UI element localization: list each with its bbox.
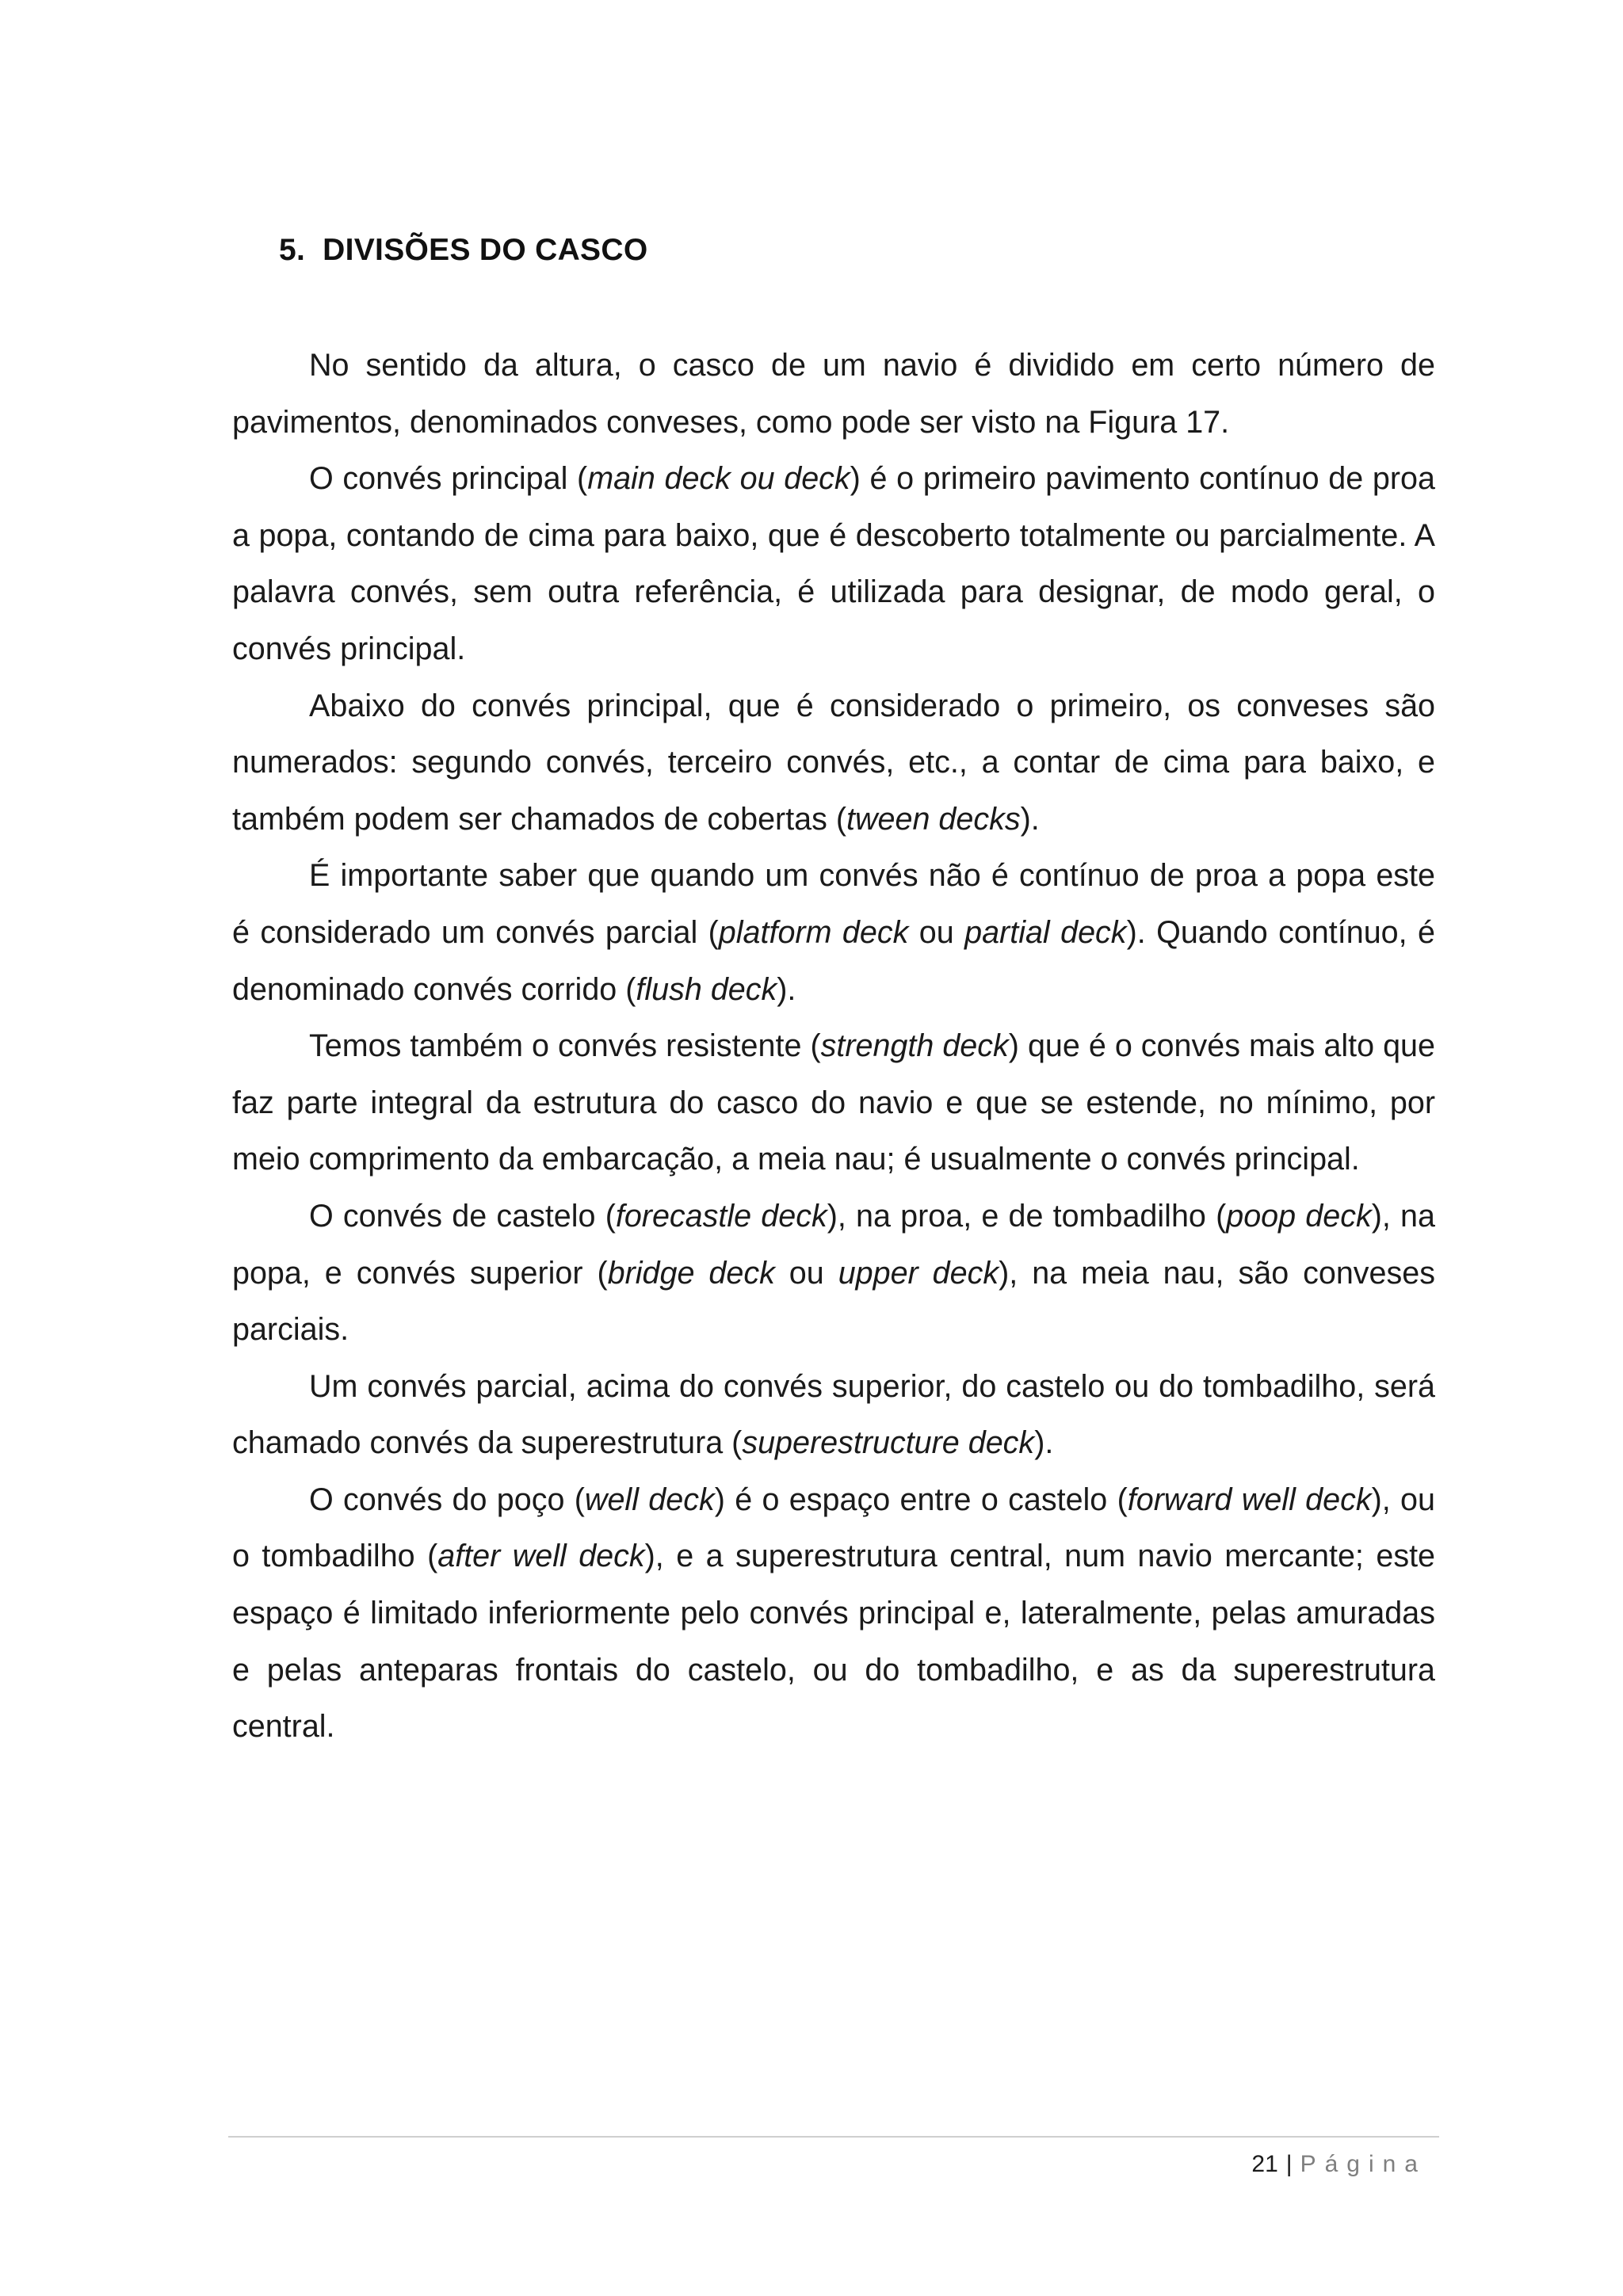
italic-term: forward well deck <box>1127 1482 1372 1517</box>
text-run: ) é o espaço entre o castelo ( <box>714 1482 1128 1517</box>
text-run: É importante saber que quando um convés não é contínuo de proa a popa este é considerado um convés parcial ( <box>232 858 1435 950</box>
text-run: ). <box>777 971 796 1007</box>
paragraph <box>232 1472 1435 1756</box>
text-run: O convés principal ( <box>309 461 588 497</box>
footer-separator: | <box>1285 2151 1293 2177</box>
italic-term: tween decks <box>846 801 1021 837</box>
italic-term: flush deck <box>636 971 777 1007</box>
paragraph <box>232 1188 1435 1359</box>
italic-term: bridge deck <box>607 1255 775 1291</box>
italic-term: main deck ou deck <box>587 461 850 497</box>
italic-term: strength deck <box>820 1028 1009 1064</box>
page-number: 21 <box>1251 2151 1278 2177</box>
text-run: O convés de castelo ( <box>309 1198 616 1234</box>
text-run: ou <box>908 914 965 950</box>
text-run: ) que é o convés mais alto que faz parte integral da estrutura do casco do navio e que se estende, no mínimo, por meio comprimento da embarcação, a meia nau; é usualmente o convés principal. <box>232 1028 1435 1177</box>
italic-term: after well deck <box>437 1539 645 1574</box>
text-run: Temos também o convés resistente ( <box>309 1028 821 1064</box>
text-run: Abaixo do convés principal, que é considerado o primeiro, os conveses são numerados: segundo convés, terceiro convés, etc., a contar de cima para baixo, e também podem ser chamados de cobertas ( <box>232 688 1435 837</box>
text-run: ). <box>1034 1425 1054 1461</box>
text-run: No sentido da altura, o casco de um navio é dividido em certo número de pavimentos, denominados conveses, como pode ser visto na Figura 17. <box>232 348 1435 440</box>
paragraph <box>232 451 1435 677</box>
footer-divider <box>228 2136 1439 2138</box>
page-label: Página <box>1300 2151 1426 2177</box>
paragraph <box>232 848 1435 1018</box>
body-text <box>232 338 1435 1756</box>
text-run: ), e a superestrutura central, num navio mercante; este espaço é limitado inferiormente pelo convés principal e, lateralmente, pelas amuradas e pelas anteparas frontais do castelo, ou do tombadilho, e as da superestrutura central. <box>232 1539 1436 1745</box>
section-heading <box>279 231 647 269</box>
text-run: ), ou o tombadilho ( <box>232 1482 1435 1574</box>
text-run: ), na popa, e convés superior ( <box>232 1198 1435 1291</box>
text-run: Um convés parcial, acima do convés superior, do castelo ou do tombadilho, será chamado convés da superestrutura ( <box>232 1368 1435 1461</box>
text-run: ), na proa, e de tombadilho ( <box>827 1198 1227 1234</box>
text-run: ) é o primeiro pavimento contínuo de proa a popa, contando de cima para baixo, que é descoberto totalmente ou parcialmente. A palavra convés, sem outra referência, é utilizada para designar, de modo geral, o convés principal. <box>232 461 1435 666</box>
text-run: ou <box>774 1255 838 1291</box>
paragraph <box>232 338 1435 451</box>
text-run: ). Quando contínuo, é denominado convés corrido ( <box>232 914 1435 1007</box>
text-run: O convés do poço ( <box>309 1482 585 1517</box>
page-footer <box>1251 2149 1426 2180</box>
text-run: ). <box>1020 801 1040 837</box>
italic-term: poop deck <box>1226 1198 1372 1234</box>
italic-term: upper deck <box>838 1255 999 1291</box>
italic-term: platform deck <box>718 914 909 950</box>
paragraph <box>232 678 1435 849</box>
section-number: 5. <box>279 233 306 267</box>
paragraph <box>232 1359 1435 1472</box>
section-title: DIVISÕES DO CASCO <box>323 233 648 267</box>
paragraph <box>232 1018 1435 1188</box>
italic-term: well deck <box>584 1482 715 1517</box>
italic-term: superestructure deck <box>742 1425 1035 1461</box>
text-run: ), na meia nau, são conveses parciais. <box>232 1255 1435 1348</box>
italic-term: forecastle deck <box>615 1198 827 1234</box>
italic-term: partial deck <box>964 914 1127 950</box>
